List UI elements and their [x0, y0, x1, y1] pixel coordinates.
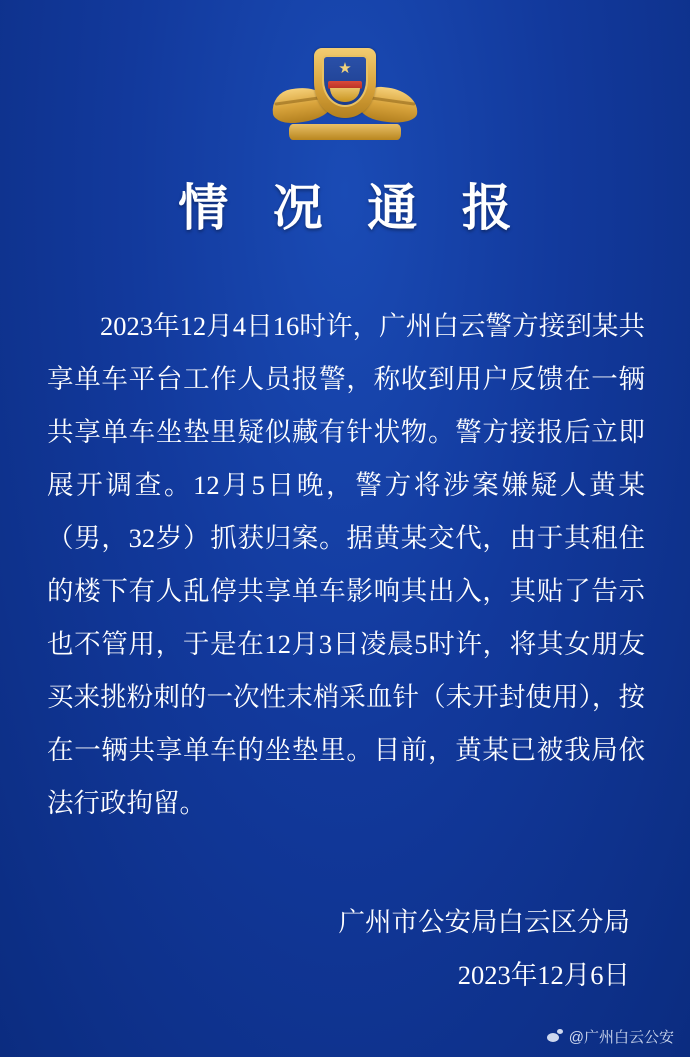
emblem-container	[0, 44, 690, 140]
signature-organization: 广州市公安局白云区分局	[338, 907, 630, 937]
signature-date: 2023年12月6日	[457, 960, 630, 990]
emblem-shield-base	[330, 88, 360, 102]
china-police-emblem-icon	[270, 44, 420, 140]
weibo-icon	[547, 1028, 564, 1045]
weibo-account-label: @广州白云公安	[568, 1029, 674, 1046]
notice-body-text: 2023年12月4日16时许，广州白云警方接到某共享单车平台工作人员报警，称收到用户反馈在一辆共享单车坐垫里疑似藏有针状物。警方接报后立即展开调查。12月5日晚，警方将涉案嫌疑人黄某（男，32岁）抓获归案。据黄某交代，由于其租住的楼下有人乱停共享单车影响其出入，其贴了告示也不管用，于是在12月3日凌晨5时许，将其女朋友买来挑粉刺的一次性末梢采血针（未开封使用），按在一辆共享单车的坐垫里。目前，黄某已被我局依法行政拘留。	[47, 311, 645, 818]
page-title: 情 况 通 报	[178, 180, 528, 236]
signature-block	[339, 896, 631, 1002]
footer-watermark	[547, 1026, 674, 1047]
emblem-shield	[314, 48, 376, 118]
emblem-star-icon: ★	[338, 61, 352, 77]
emblem-shield-inner	[322, 55, 368, 107]
emblem-bottom-bar	[289, 124, 401, 140]
